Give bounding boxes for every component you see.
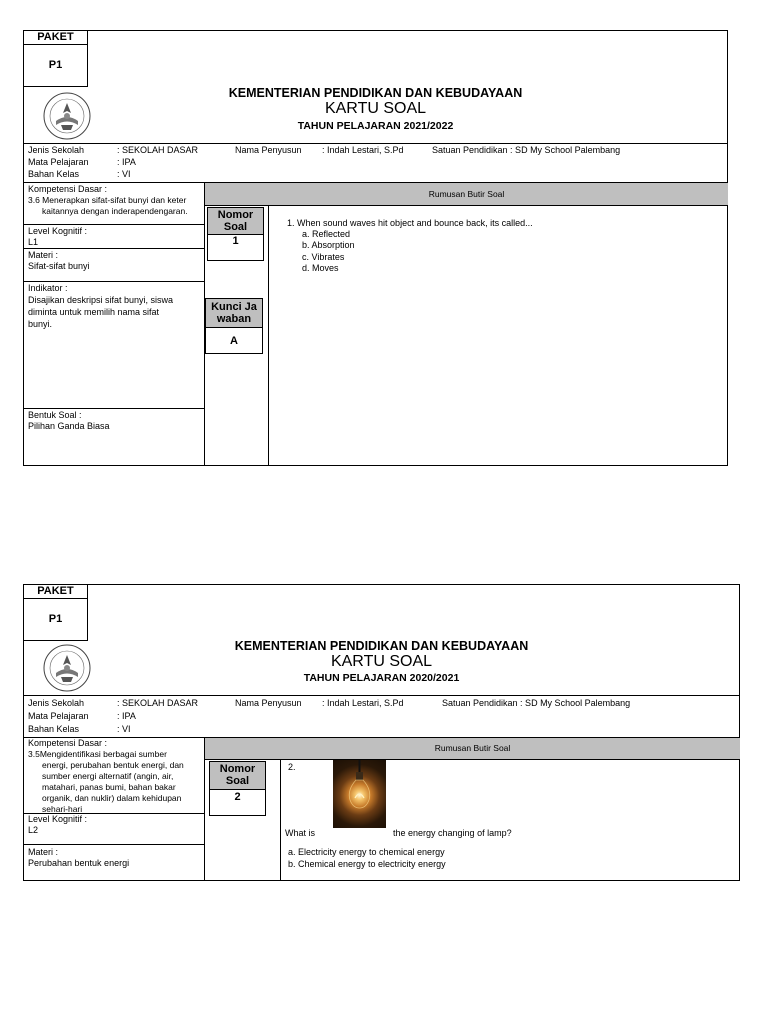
jenis-sekolah-value: : SEKOLAH DASAR xyxy=(117,698,199,708)
answer-option: c. Vibrates xyxy=(302,252,345,262)
column-divider xyxy=(280,760,281,880)
mata-pelajaran-label: Mata Pelajaran xyxy=(28,157,89,167)
nomor-soal-value: 1 xyxy=(232,235,239,247)
jenis-sekolah-label: Jenis Sekolah xyxy=(28,145,85,155)
academic-year: TAHUN PELAJARAN 2021/2022 xyxy=(297,120,454,132)
nomor-soal-box xyxy=(209,761,266,816)
materi-value: Sifat-sifat bunyi xyxy=(28,261,90,271)
ministry-title: KEMENTERIAN PENDIDIKAN DAN KEBUDAYAAN xyxy=(228,86,523,100)
rumusan-butir-soal-header: Rumusan Butir Soal xyxy=(205,738,740,760)
light-bulb-icon xyxy=(333,760,386,828)
level-kognitif-value: L1 xyxy=(28,237,39,247)
nomor-soal-label: Soal xyxy=(223,221,248,233)
bahan-kelas-value: : VI xyxy=(117,169,131,179)
question-text: the energy changing of lamp? xyxy=(393,828,512,838)
paket-value: P1 xyxy=(24,599,88,641)
materi-label: Materi : xyxy=(28,847,59,857)
mata-pelajaran-label: Mata Pelajaran xyxy=(28,711,89,721)
question-card-1 xyxy=(23,30,728,466)
paket-label: PAKET xyxy=(24,31,88,45)
kompetensi-dasar-text: 3.5Mengidentifikasi berbagai sumber xyxy=(28,749,167,759)
indikator-label: Indikator : xyxy=(28,283,68,293)
level-kognitif-label: Level Kognitif : xyxy=(28,814,88,824)
nama-penyusun-label: Nama Penyusun xyxy=(235,698,302,708)
divider xyxy=(24,281,204,282)
column-divider xyxy=(268,206,269,466)
question-text: What is xyxy=(285,828,316,838)
kompetensi-dasar-label: Kompetensi Dasar : xyxy=(28,184,108,194)
divider xyxy=(24,844,204,845)
nomor-soal-header xyxy=(210,762,265,790)
bahan-kelas-value: : VI xyxy=(117,724,131,734)
card-title: KARTU SOAL xyxy=(330,653,433,670)
kompetensi-dasar-text: sumber energi alternatif (angin, air, xyxy=(42,771,174,781)
indikator-text: bunyi. xyxy=(28,319,53,329)
jenis-sekolah-label: Jenis Sekolah xyxy=(28,698,85,708)
level-kognitif-value: L2 xyxy=(28,825,39,835)
divider xyxy=(24,408,204,409)
kompetensi-dasar-text: kaitannya dengan inderapendengaran. xyxy=(42,206,188,216)
nama-penyusun-label: Nama Penyusun xyxy=(235,145,302,155)
indikator-text: diminta untuk memilih nama sifat xyxy=(28,307,160,317)
kunci-jawaban-label: waban xyxy=(216,313,252,325)
kompetensi-dasar-text: 3.6 Menerapkan sifat-sifat bunyi dan keter xyxy=(28,195,187,205)
level-kognitif-label: Level Kognitif : xyxy=(28,226,88,236)
kompetensi-dasar-label: Kompetensi Dasar : xyxy=(28,738,108,748)
paket-label: PAKET xyxy=(24,585,88,599)
mata-pelajaran-value: : IPA xyxy=(117,157,136,167)
kunci-jawaban-header xyxy=(206,299,262,328)
answer-option: a. Reflected xyxy=(302,229,351,239)
nama-penyusun-value: : Indah Lestari, S.Pd xyxy=(322,145,404,155)
kunci-jawaban-value: A xyxy=(230,335,238,347)
nomor-soal-value: 2 xyxy=(234,791,241,803)
answer-option: a. Electricity energy to chemical energy xyxy=(288,847,445,857)
paket-value: P1 xyxy=(24,45,88,87)
answer-option: b. Chemical energy to electricity energy xyxy=(288,859,446,869)
mata-pelajaran-value: : IPA xyxy=(117,711,136,721)
satuan-pendidikan: Satuan Pendidikan : SD My School Palembang xyxy=(432,145,621,155)
kunci-jawaban-box xyxy=(205,298,263,354)
kompetensi-dasar-text: sehari-hari xyxy=(42,804,83,814)
answer-option: b. Absorption xyxy=(302,240,355,250)
bahan-kelas-label: Bahan Kelas xyxy=(28,724,80,734)
kompetensi-dasar-text: matahari, panas bumi, bahan bakar xyxy=(42,782,176,792)
bentuk-soal-value: Pilihan Ganda Biasa xyxy=(28,421,110,431)
question-number: 2. xyxy=(288,762,296,772)
materi-value: Perubahan bentuk energi xyxy=(28,858,130,868)
light-bulb-image xyxy=(333,760,386,828)
kompetensi-dasar-text: organik, dan nuklir) dalam kehidupan xyxy=(42,793,182,803)
academic-year: TAHUN PELAJARAN 2020/2021 xyxy=(303,672,460,684)
bentuk-soal-label: Bentuk Soal : xyxy=(28,410,82,420)
nomor-soal-header xyxy=(208,208,263,235)
kunci-jawaban-label: Kunci Ja xyxy=(211,301,257,313)
nomor-soal-label: Nomor xyxy=(217,209,254,221)
nomor-soal-label: Nomor xyxy=(219,763,256,775)
nomor-soal-label: Soal xyxy=(225,775,250,787)
bahan-kelas-label: Bahan Kelas xyxy=(28,169,80,179)
divider xyxy=(24,248,204,249)
indikator-text: Disajikan deskripsi sifat bunyi, siswa xyxy=(28,295,174,305)
nama-penyusun-value: : Indah Lestari, S.Pd xyxy=(322,698,404,708)
nomor-soal-box xyxy=(207,207,264,261)
question-card-2 xyxy=(23,584,740,881)
ministry-title: KEMENTERIAN PENDIDIKAN DAN KEBUDAYAAN xyxy=(234,639,529,653)
answer-option: d. Moves xyxy=(302,263,339,273)
divider xyxy=(24,695,739,696)
divider xyxy=(24,143,727,144)
question-text: 1. When sound waves hit object and bounce back, its called... xyxy=(287,218,533,228)
rumusan-butir-soal-header: Rumusan Butir Soal xyxy=(205,183,728,206)
satuan-pendidikan: Satuan Pendidikan : SD My School Palembang xyxy=(442,698,631,708)
jenis-sekolah-value: : SEKOLAH DASAR xyxy=(117,145,199,155)
kompetensi-dasar-text: energi, perubahan bentuk energi, dan xyxy=(42,760,184,770)
card-title: KARTU SOAL xyxy=(324,100,427,117)
materi-label: Materi : xyxy=(28,250,59,260)
divider xyxy=(24,224,204,225)
